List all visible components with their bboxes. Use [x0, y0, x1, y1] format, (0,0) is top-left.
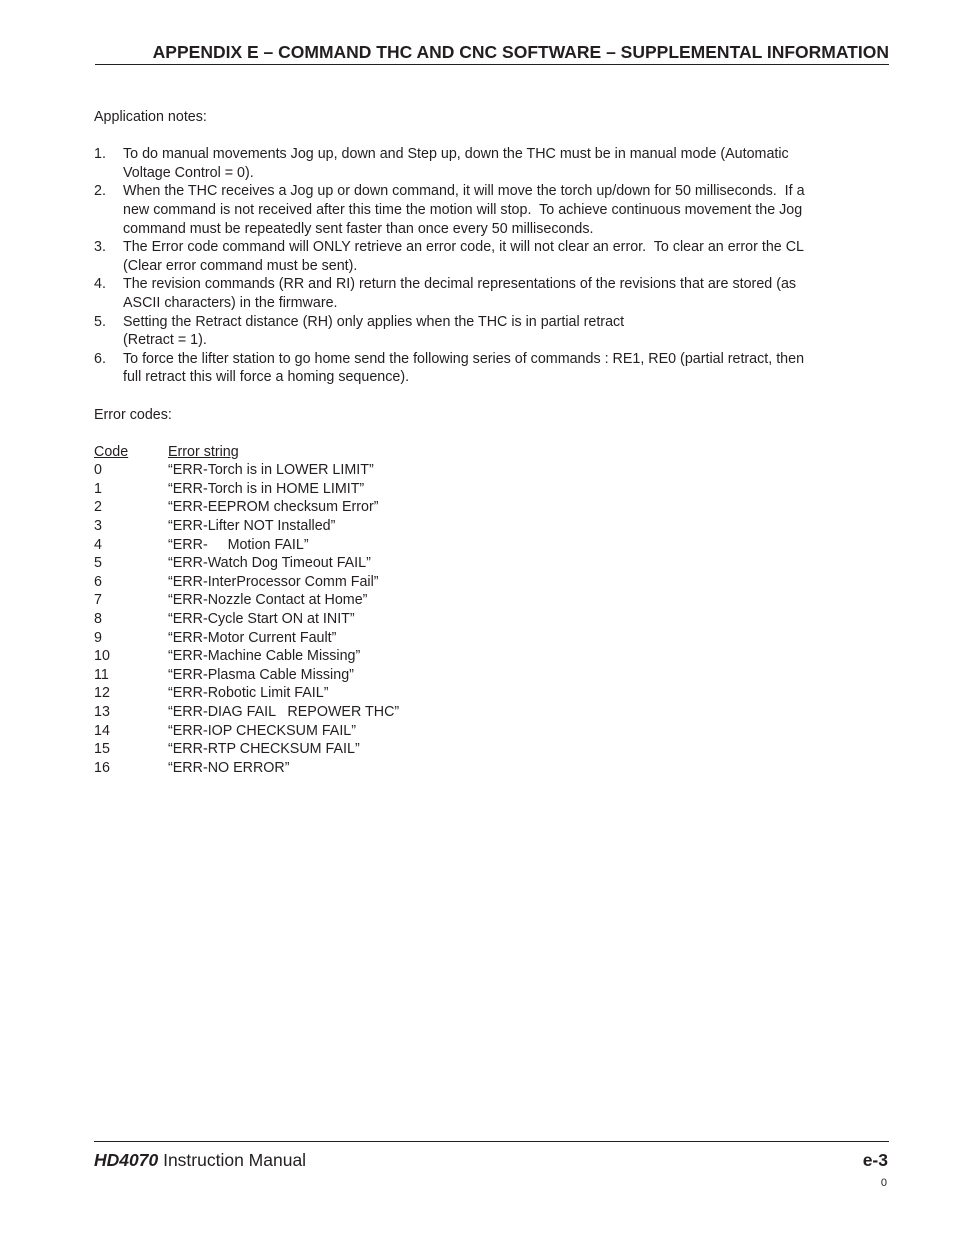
error-code: 0	[94, 462, 102, 479]
note-number: 4.	[94, 276, 106, 293]
note-text: The Error code command will ONLY retrieve an error code, it will not clear an error. To clear an error the CL (Clear error command must be sent).	[123, 239, 804, 274]
page-body	[94, 108, 884, 777]
footer-mark: 0	[880, 1177, 887, 1189]
error-rows	[94, 461, 884, 777]
error-string: “ERR-Torch is in LOWER LIMIT”	[168, 462, 374, 479]
table-row	[94, 480, 884, 499]
note-item	[94, 145, 884, 182]
note-number: 2.	[94, 183, 106, 200]
page-number: e-3	[862, 1150, 888, 1170]
column-header-error-string: Error string	[168, 443, 239, 460]
note-text: The revision commands (RR and RI) return the decimal representations of the revisions that are stored (as ASCII characters) in the firmware.	[123, 276, 797, 311]
footer-manual-title	[94, 1150, 306, 1171]
column-header-code: Code	[94, 443, 129, 460]
error-string: “ERR-Cycle Start ON at INIT”	[168, 611, 355, 628]
error-code: 5	[94, 555, 102, 572]
error-code: 7	[94, 592, 102, 609]
table-row	[94, 498, 884, 517]
application-notes-list	[94, 145, 884, 387]
error-string: “ERR-Robotic Limit FAIL”	[168, 685, 329, 702]
footer-manual-label: Instruction Manual	[158, 1150, 307, 1170]
table-row	[94, 647, 884, 666]
error-string: “ERR-Motor Current Fault”	[168, 629, 337, 646]
error-code: 1	[94, 480, 102, 497]
note-item	[94, 350, 884, 387]
table-row	[94, 573, 884, 592]
note-item	[94, 275, 884, 312]
error-code: 6	[94, 573, 102, 590]
table-row	[94, 703, 884, 722]
error-code: 2	[94, 499, 102, 516]
table-row	[94, 722, 884, 741]
note-item	[94, 238, 884, 275]
error-code: 15	[94, 741, 110, 758]
error-string: “ERR-DIAG FAIL REPOWER THC”	[168, 704, 400, 720]
note-number: 1.	[94, 146, 106, 163]
table-row	[94, 759, 884, 778]
error-string: “ERR-Torch is in HOME LIMIT”	[168, 480, 365, 497]
table-row	[94, 666, 884, 685]
error-code: 10	[94, 648, 110, 665]
table-header-row	[94, 443, 884, 462]
note-text: Setting the Retract distance (RH) only applies when the THC is in partial retract (Retract = 1).	[123, 313, 625, 349]
note-text: To force the lifter station to go home send the following series of commands : RE1, RE0 (partial retract, then full retract this will force a homing sequence).	[123, 350, 805, 386]
note-item	[94, 182, 884, 238]
table-row	[94, 629, 884, 648]
error-string: “ERR- Motion FAIL”	[168, 536, 309, 553]
error-code: 9	[94, 629, 102, 646]
error-string: “ERR-Watch Dog Timeout FAIL”	[168, 555, 371, 572]
page-header-title: APPENDIX E – COMMAND THC AND CNC SOFTWARE – SUPPLEMENTAL INFORMATION	[95, 42, 889, 65]
error-string: “ERR-IOP CHECKSUM FAIL”	[168, 722, 357, 739]
note-text: When the THC receives a Jog up or down command, it will move the torch up/down for 50 milliseconds. If a new command is not received after this time the motion will stop. To achieve continuous movement the Jog command must be repeatedly sent faster than once every 50 milliseconds.	[123, 183, 805, 237]
table-row	[94, 610, 884, 629]
note-item	[94, 313, 884, 350]
error-code: 12	[94, 685, 110, 702]
footer-model: HD4070	[94, 1150, 159, 1170]
error-code: 16	[94, 759, 110, 776]
table-row	[94, 536, 884, 555]
error-string: “ERR-InterProcessor Comm Fail”	[168, 573, 379, 590]
error-string: “ERR-EEPROM checksum Error”	[168, 499, 379, 516]
error-code: 13	[94, 704, 110, 720]
error-string: “ERR-Plasma Cable Missing”	[168, 666, 354, 683]
error-code: 11	[94, 666, 109, 683]
error-code: 14	[94, 722, 110, 739]
error-string: “ERR-Machine Cable Missing”	[168, 648, 361, 665]
note-number: 3.	[94, 239, 106, 256]
table-row	[94, 554, 884, 573]
note-number: 5.	[94, 313, 106, 330]
error-code: 8	[94, 611, 102, 628]
error-codes-heading: Error codes:	[94, 406, 172, 423]
error-string: “ERR-Nozzle Contact at Home”	[168, 592, 368, 609]
error-code: 3	[94, 518, 102, 535]
table-row	[94, 591, 884, 610]
note-number: 6.	[94, 350, 106, 367]
application-notes-heading: Application notes:	[94, 109, 207, 125]
footer-rule	[94, 1141, 889, 1142]
error-code: 4	[94, 536, 102, 553]
error-string: “ERR-RTP CHECKSUM FAIL”	[168, 741, 360, 758]
error-string: “ERR-Lifter NOT Installed”	[168, 518, 336, 535]
table-row	[94, 517, 884, 536]
note-text: To do manual movements Jog up, down and Step up, down the THC must be in manual mode (Automatic Voltage Control = 0).	[123, 146, 789, 181]
table-row	[94, 684, 884, 703]
error-code-table	[94, 443, 884, 778]
error-string: “ERR-NO ERROR”	[168, 759, 290, 776]
table-row	[94, 740, 884, 759]
table-row	[94, 461, 884, 480]
